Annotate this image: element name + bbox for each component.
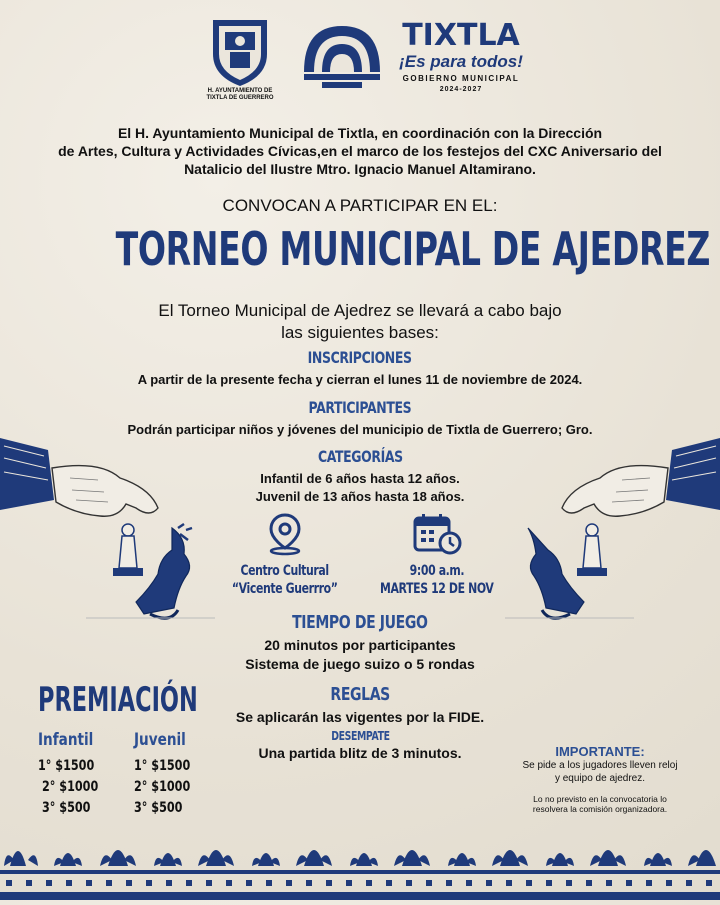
decorative-floral-border [0, 826, 720, 900]
prize-infantil-1: 1° $1500 [38, 758, 95, 774]
importante-note-2: resolvera la comisión organizadora. [532, 804, 668, 814]
location-pin-icon [265, 512, 305, 561]
convocan-text: CONVOCAN A PARTICIPAR EN EL: [222, 196, 498, 215]
venue-line-2: “Vicente Guerrro” [232, 581, 338, 597]
inscripciones-text: A partir de la presente fecha y cierran el lunes 11 de noviembre de 2024. [137, 372, 583, 387]
tiempo-title: TIEMPO DE JUEGO [292, 612, 428, 633]
intro-line-2: de Artes, Cultura y Actividades Cívicas,en el marco de los festejos del CXC Aniversario del [58, 143, 662, 159]
reglas-text: Se aplicarán las vigentes por la FIDE. [235, 709, 485, 725]
desempate-title: DESEMPATE [330, 729, 390, 743]
tiempo-line-2: Sistema de juego suizo o 5 rondas [245, 656, 475, 672]
right-hand-chess-illustration [505, 438, 720, 628]
participantes-text: Podrán participar niños y jóvenes del municipio de Tixtla de Guerrero; Gro. [127, 422, 593, 437]
floral-pattern-icon [0, 826, 720, 900]
brand-sub: GOBIERNO MUNICIPAL [402, 74, 520, 83]
shield-icon [205, 14, 275, 88]
logo-caption-2: TIXTLA DE GUERRERO [206, 95, 274, 101]
municipal-shield-logo [205, 14, 275, 88]
importante-note-1: Lo no previsto en la convocatoria lo [533, 794, 667, 804]
prize-juvenil-label: Juvenil [134, 730, 186, 750]
importante-line-1: Se pide a los jugadores lleven reloj [522, 760, 678, 771]
schedule-date: MARTES 12 DE NOV [380, 581, 494, 597]
hand-with-pawn-icon [505, 438, 720, 628]
reglas-title: REGLAS [330, 684, 390, 705]
logo-caption-1: H. AYUNTAMIENTO DE [207, 88, 273, 94]
prize-infantil-3: 3° $500 [42, 800, 91, 816]
prize-infantil-2: 2° $1000 [42, 779, 99, 795]
desempate-text: Una partida blitz de 3 minutos. [258, 745, 462, 761]
bases-line-2: las siguientes bases: [281, 323, 439, 342]
importante-line-2: y equipo de ajedrez. [554, 773, 646, 784]
calendar-clock-icon [412, 512, 464, 561]
participantes-title: PARTICIPANTES [308, 398, 412, 417]
venue-line-1: Centro Cultural [240, 563, 330, 579]
categorias-line-1: Infantil de 6 años hasta 12 años. [260, 471, 460, 486]
tiempo-line-1: 20 minutos por participantes [264, 637, 456, 653]
bases-line-1: El Torneo Municipal de Ajedrez se llevará a cabo bajo [158, 301, 562, 320]
tournament-title: TORNEO MUNICIPAL DE AJEDREZ [115, 222, 711, 276]
intro-line-3: Natalicio del Ilustre Mtro. Ignacio Manuel Altamirano. [184, 161, 536, 177]
prize-juvenil-1: 1° $1500 [134, 758, 191, 774]
hand-with-pawn-icon [0, 438, 215, 628]
left-hand-chess-illustration [0, 438, 215, 628]
categorias-line-2: Juvenil de 13 años hasta 18 años. [255, 489, 465, 504]
prize-infantil-label: Infantil [38, 730, 94, 750]
categorias-title: CATEGORÍAS [317, 447, 403, 466]
intro-line-1: El H. Ayuntamiento Municipal de Tixtla, en coordinación con la Dirección [117, 125, 603, 141]
importante-title: IMPORTANTE: [555, 744, 645, 759]
inscripciones-title: INSCRIPCIONES [308, 348, 412, 367]
brand-years: 2024-2027 [439, 86, 483, 93]
brand-slogan: ¡Es para todos! [399, 52, 523, 71]
brand-name: TIXTLA [402, 18, 520, 53]
prize-juvenil-3: 3° $500 [134, 800, 183, 816]
sun-emblem-icon [300, 22, 384, 94]
tixtla-emblem [300, 22, 384, 94]
premiacion-title: PREMIACIÓN [38, 680, 198, 720]
schedule-time: 9:00 a.m. [409, 563, 465, 579]
prize-juvenil-2: 2° $1000 [134, 779, 191, 795]
